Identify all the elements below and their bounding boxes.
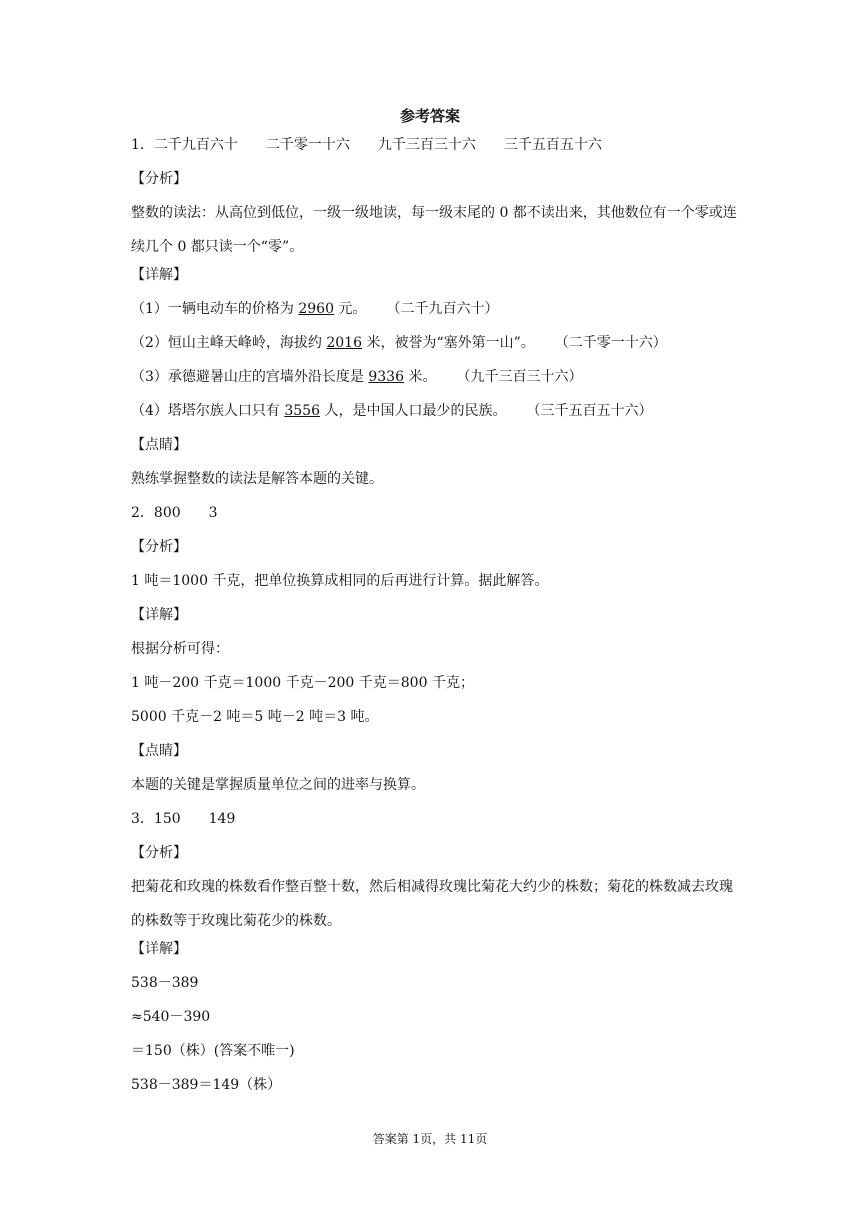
q1-item-4-pre: （4）塔塔尔族人口只有: [131, 403, 285, 419]
q3-detail-line-3: ＝150（株）(答案不唯一): [131, 1043, 295, 1059]
q1-detail-tag: 【详解】: [131, 267, 187, 283]
q3-detail-tag: 【详解】: [131, 941, 187, 957]
q1-item-4: [131, 400, 741, 434]
q1-item-2: [131, 332, 741, 366]
answer-content: [131, 134, 741, 1108]
q3-answer-line: [131, 808, 741, 842]
q1-answer-line: [131, 134, 741, 168]
q2-analysis-text: 1 吨＝1000 千克，把单位换算成相同的后再进行计算。据此解答。: [131, 573, 549, 589]
q2-detail-line-2: 1 吨－200 千克＝1000 千克－200 千克＝800 千克；: [131, 675, 474, 691]
page-title: 参考答案: [399, 107, 460, 125]
q1-answer-1: 1．二千九百六十: [131, 137, 238, 153]
q1-item-3: [131, 366, 741, 400]
q1-item-3-number: 9336: [368, 369, 404, 385]
q1-item-2-number: 2016: [326, 335, 362, 351]
q2-detail-tag: 【详解】: [131, 607, 187, 623]
q1-answer-3: 九千三百三十六: [377, 137, 476, 153]
q3-analysis-tag: 【分析】: [131, 845, 187, 861]
q2-detail-line-3: 5000 千克－2 吨＝5 吨－2 吨＝3 吨。: [131, 709, 379, 725]
q1-item-4-post: 人，是中国人口最少的民族。: [320, 403, 507, 419]
q1-analysis-tag: 【分析】: [131, 171, 187, 187]
q2-answer-1: 2．800: [131, 505, 181, 521]
q1-item-1-post: 元。: [334, 301, 367, 317]
q2-answer-2: 3: [208, 505, 218, 521]
q1-comment-text: 熟练掌握整数的读法是解答本题的关键。: [131, 471, 383, 487]
q3-detail-line-1: 538－389: [131, 975, 199, 991]
q1-item-4-reading: （三千五百五十六）: [526, 403, 653, 419]
q3-detail-line-2: ≈540－390: [131, 1009, 211, 1025]
q1-comment-tag: 【点睛】: [131, 437, 187, 453]
q1-analysis-text: 整数的读法：从高位到低位，一级一级地读，每一级末尾的 0 都不读出来，其他数位有一个零或连续几个 0 都只读一个“零”。: [131, 205, 737, 255]
q1-item-3-reading: （九千三百三十六）: [456, 369, 583, 385]
q1-answer-4: 三千五百五十六: [503, 137, 602, 153]
q3-detail-line-4: 538－389＝149（株）: [131, 1077, 282, 1093]
q1-item-1-reading: （二千九百六十）: [386, 301, 499, 317]
q3-analysis-text: 把菊花和玫瑰的株数看作整百整十数，然后相减得玫瑰比菊花大约少的株数；菊花的株数减去玫瑰的株数等于玫瑰比菊花少的株数。: [131, 879, 733, 929]
q1-item-1-pre: （1）一辆电动车的价格为: [131, 301, 299, 317]
q3-answer-2: 149: [208, 811, 236, 827]
q1-answer-2: 二千零一十六: [265, 137, 350, 153]
q1-item-1: [131, 298, 741, 332]
q2-analysis-tag: 【分析】: [131, 539, 187, 555]
q2-answer-line: [131, 502, 741, 536]
q2-detail-line-1: 根据分析可得：: [131, 641, 229, 657]
q3-answer-1: 3．150: [131, 811, 181, 827]
q1-item-3-pre: （3）承德避暑山庄的宫墙外沿长度是: [131, 369, 369, 385]
page-footer: 答案第 1页，共 11页: [372, 1132, 488, 1146]
q1-item-4-number: 3556: [284, 403, 320, 419]
q2-comment-text: 本题的关键是掌握质量单位之间的进率与换算。: [131, 777, 425, 793]
q1-item-2-reading: （二千零一十六）: [554, 335, 667, 351]
q1-item-1-number: 2960: [298, 301, 334, 317]
q1-item-2-pre: （2）恒山主峰天峰岭，海拔约: [131, 335, 327, 351]
q2-comment-tag: 【点睛】: [131, 743, 187, 759]
q1-item-2-post: 米，被誉为“塞外第一山”。: [362, 335, 535, 351]
q1-item-3-post: 米。: [404, 369, 437, 385]
